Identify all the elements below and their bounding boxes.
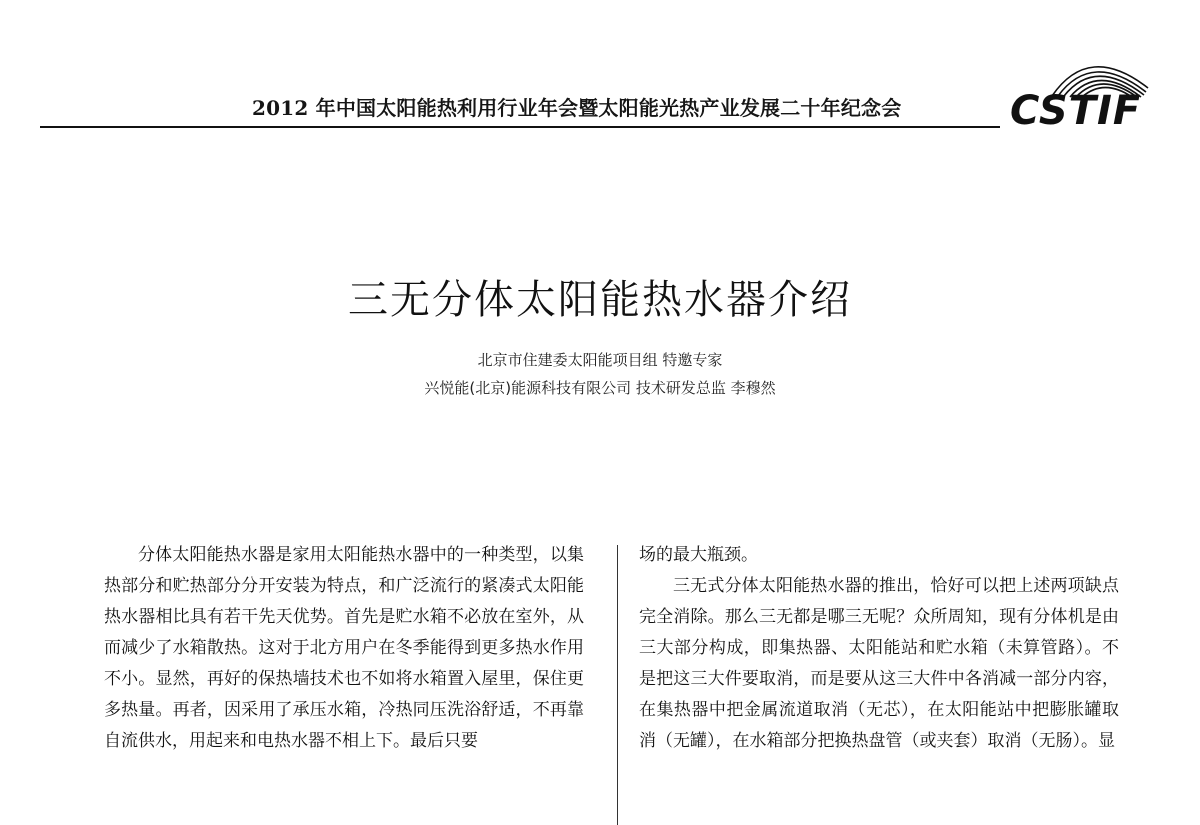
header-rule: [40, 126, 1000, 128]
body-column-left: [104, 540, 584, 757]
cstif-logo: [1010, 48, 1160, 138]
article-title: 三无分体太阳能热水器介绍: [348, 277, 852, 323]
logo-text: CSTIF: [1010, 88, 1142, 134]
author-affiliation-1: 北京市住建委太阳能项目组 特邀专家: [477, 351, 723, 369]
author-affiliation-2: 兴悦能(北京)能源科技有限公司 技术研发总监 李穆然: [424, 379, 776, 397]
conference-header-title: 2012 年中国太阳能热利用行业年会暨太阳能光热产业发展二十年纪念会: [252, 96, 902, 120]
right-paragraph-1: 场的最大瓶颈。: [639, 545, 758, 565]
body-column-right: [639, 540, 1119, 757]
right-paragraph-2: 三无式分体太阳能热水器的推出，恰好可以把上述两项缺点完全消除。那么三无都是哪三无呢？众所周知，现有分体机是由三大部分构成，即集热器、太阳能站和贮水箱（未算管路）。不是把这三大件要取消，而是要从这三大件中各消减一部分内容，在集热器中把金属流道取消（无芯），在太阳能站中把膨胀罐取消（无罐），在水箱部分把换热盘管（或夹套）取消（无肠）。显: [639, 576, 1119, 751]
left-paragraph-1: 分体太阳能热水器是家用太阳能热水器中的一种类型，以集热部分和贮热部分分开安装为特点，和广泛流行的紧凑式太阳能热水器相比具有若干先天优势。首先是贮水箱不必放在室外，从而减少了水箱散热。这对于北方用户在冬季能得到更多热水作用不小。显然，再好的保热墙技术也不如将水箱置入屋里，保住更多热量。再者，因采用了承压水箱，冷热同压洗浴舒适，不再靠自流供水，用起来和电热水器不相上下。最后只要: [104, 545, 584, 751]
column-divider: [617, 545, 618, 825]
